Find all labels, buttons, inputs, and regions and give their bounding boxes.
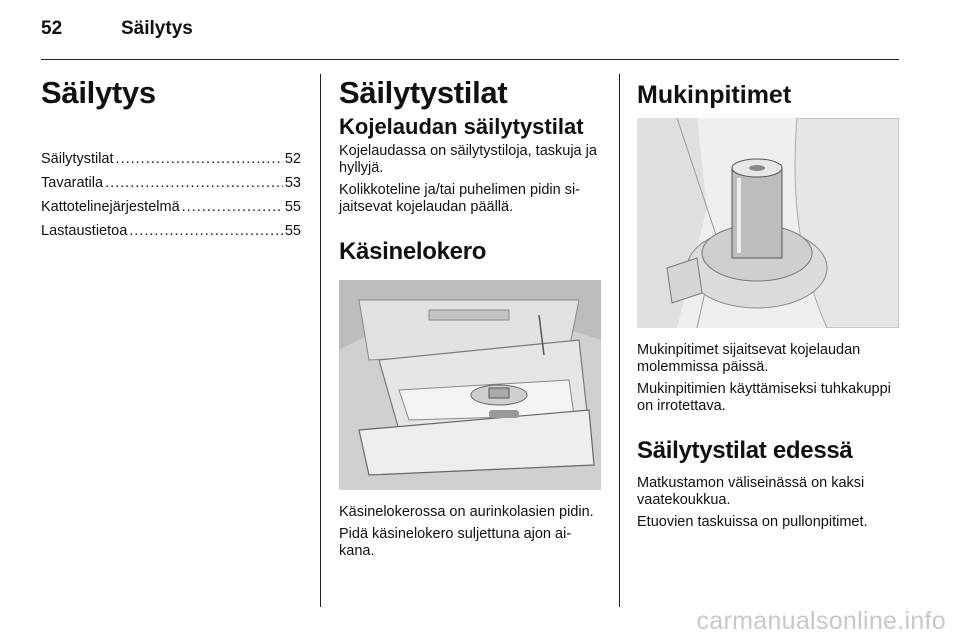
paragraph: Matkustamon väliseinässä on kaksi vaatekoukkua. bbox=[637, 475, 865, 508]
subsection-title: Kojelaudan säilytystilat bbox=[339, 114, 584, 139]
paragraph: Mukinpitimet sijaitsevat kojelaudan molemmissa päissä. bbox=[637, 342, 861, 375]
toc-entry[interactable] bbox=[41, 223, 301, 240]
paragraph: Mukinpitimien käyttämiseksi tuhkakuppi on irrotettava. bbox=[637, 381, 891, 414]
toc-page: 55 bbox=[284, 223, 301, 239]
watermark: carmanualsonline.info bbox=[696, 607, 946, 635]
column-2 bbox=[339, 76, 599, 565]
section-title: Mukinpitimet bbox=[637, 81, 792, 109]
column-3 bbox=[637, 76, 897, 536]
column-divider bbox=[320, 74, 321, 607]
toc-entry[interactable] bbox=[41, 199, 301, 216]
header-rule bbox=[41, 59, 899, 60]
chapter-title: Säilytys bbox=[41, 75, 156, 110]
section-title: Säilytystilat bbox=[339, 75, 508, 110]
toc-label: Kattotelinejärjestelmä bbox=[41, 199, 180, 215]
cupholder-illustration bbox=[637, 118, 899, 328]
page-number: 52 bbox=[41, 18, 63, 39]
table-of-contents bbox=[41, 151, 301, 240]
toc-label: Säilytystilat bbox=[41, 151, 114, 167]
paragraph: Etuovien taskuissa on pullonpitimet. bbox=[637, 514, 868, 530]
paragraph: Kojelaudassa on säilytystiloja, taskuja ja hyllyjä. bbox=[339, 143, 597, 176]
toc-entry[interactable] bbox=[41, 151, 301, 168]
toc-leader bbox=[129, 223, 283, 240]
toc-leader bbox=[116, 151, 283, 168]
subsection-title: Käsinelokero bbox=[339, 238, 487, 265]
toc-page: 53 bbox=[284, 175, 301, 191]
toc-leader bbox=[182, 199, 283, 216]
toc-page: 55 bbox=[284, 199, 301, 215]
glovebox-illustration bbox=[339, 280, 601, 490]
toc-label: Lastaustietoa bbox=[41, 223, 128, 239]
running-title: Säilytys bbox=[121, 18, 193, 39]
cupholder-icon bbox=[637, 118, 899, 328]
toc-entry[interactable] bbox=[41, 175, 301, 192]
toc-page: 52 bbox=[284, 151, 301, 167]
subsection-title: Säilytystilat edessä bbox=[637, 437, 853, 464]
paragraph: Pidä käsinelokero suljettuna ajon aikana. bbox=[339, 526, 572, 559]
paragraph: Kolikkoteline ja/tai puhelimen pidin sijaitsevat kojelaudan päällä. bbox=[339, 182, 581, 215]
toc-label: Tavaratila bbox=[41, 175, 104, 191]
column-divider bbox=[619, 74, 620, 607]
paragraph: Käsinelokerossa on aurinkolasien pidin. bbox=[339, 504, 594, 520]
glovebox-icon bbox=[339, 280, 601, 490]
column-1 bbox=[41, 76, 301, 247]
toc-leader bbox=[105, 175, 283, 192]
